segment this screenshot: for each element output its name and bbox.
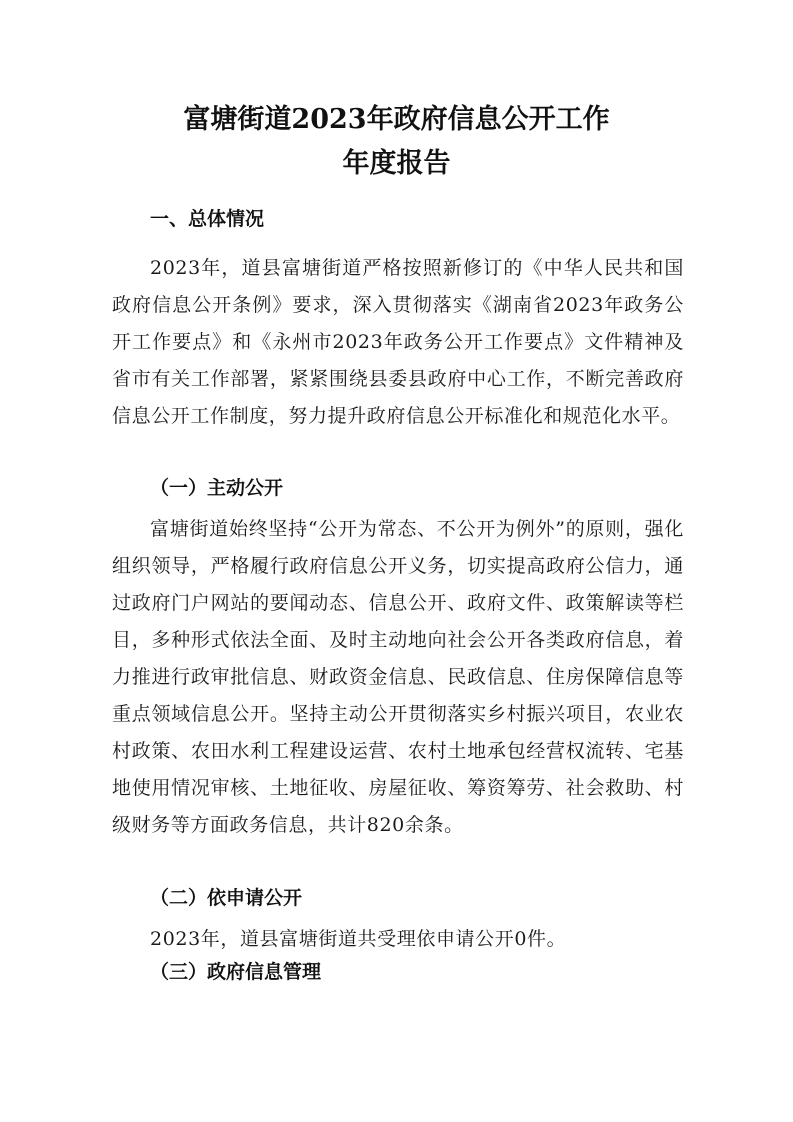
subsection-heading-info-management: （三）政府信息管理 (150, 961, 322, 983)
document-title-line-1: 富塘街道2023年政府信息公开工作 (183, 104, 610, 135)
paragraph-overall: 2023年，道县富塘街道严格按照新修订的《中华人民共和国政府信息公开条例》要求，深入贯彻落实《湖南省2023年政务公开工作要点》和《永州市2023年政务公开工作要点》文件精神及省市有关工作部署，紧紧围绕县委县政府中心工作，不断完善政府信息公开工作制度，努力提升政府信息公开标准化和规范化水平。 (112, 257, 684, 427)
paragraph-active-disclosure: 富塘街道始终坚持“公开为常态、不公开为例外”的原则，强化组织领导，严格履行政府信息公开义务，切实提高政府公信力，通过政府门户网站的要闻动态、信息公开、政府文件、政策解读等栏目，多种形式依法全面、及时主动地向社会公开各类政府信息，着力推进行政审批信息、财政资金信息、民政信息、住房保障信息等重点领域信息公开。坚持主动公开贯彻落实乡村振兴项目，农业农村政策、农田水利工程建设运营、农村土地承包经营权流转、宅基地使用情况审核、土地征收、房屋征收、筹资筹劳、社会救助、村级财务等方面政务信息，共计820余条。 (112, 518, 684, 836)
section-heading-overall: 一、总体情况 (150, 208, 265, 230)
subsection-heading-active-disclosure: （一）主动公开 (150, 477, 284, 499)
paragraph-on-request: 2023年，道县富塘街道共受理依申请公开0件。 (150, 928, 567, 950)
subsection-heading-on-request: （二）依申请公开 (150, 887, 303, 909)
document-title-line-2: 年度报告 (342, 148, 451, 179)
